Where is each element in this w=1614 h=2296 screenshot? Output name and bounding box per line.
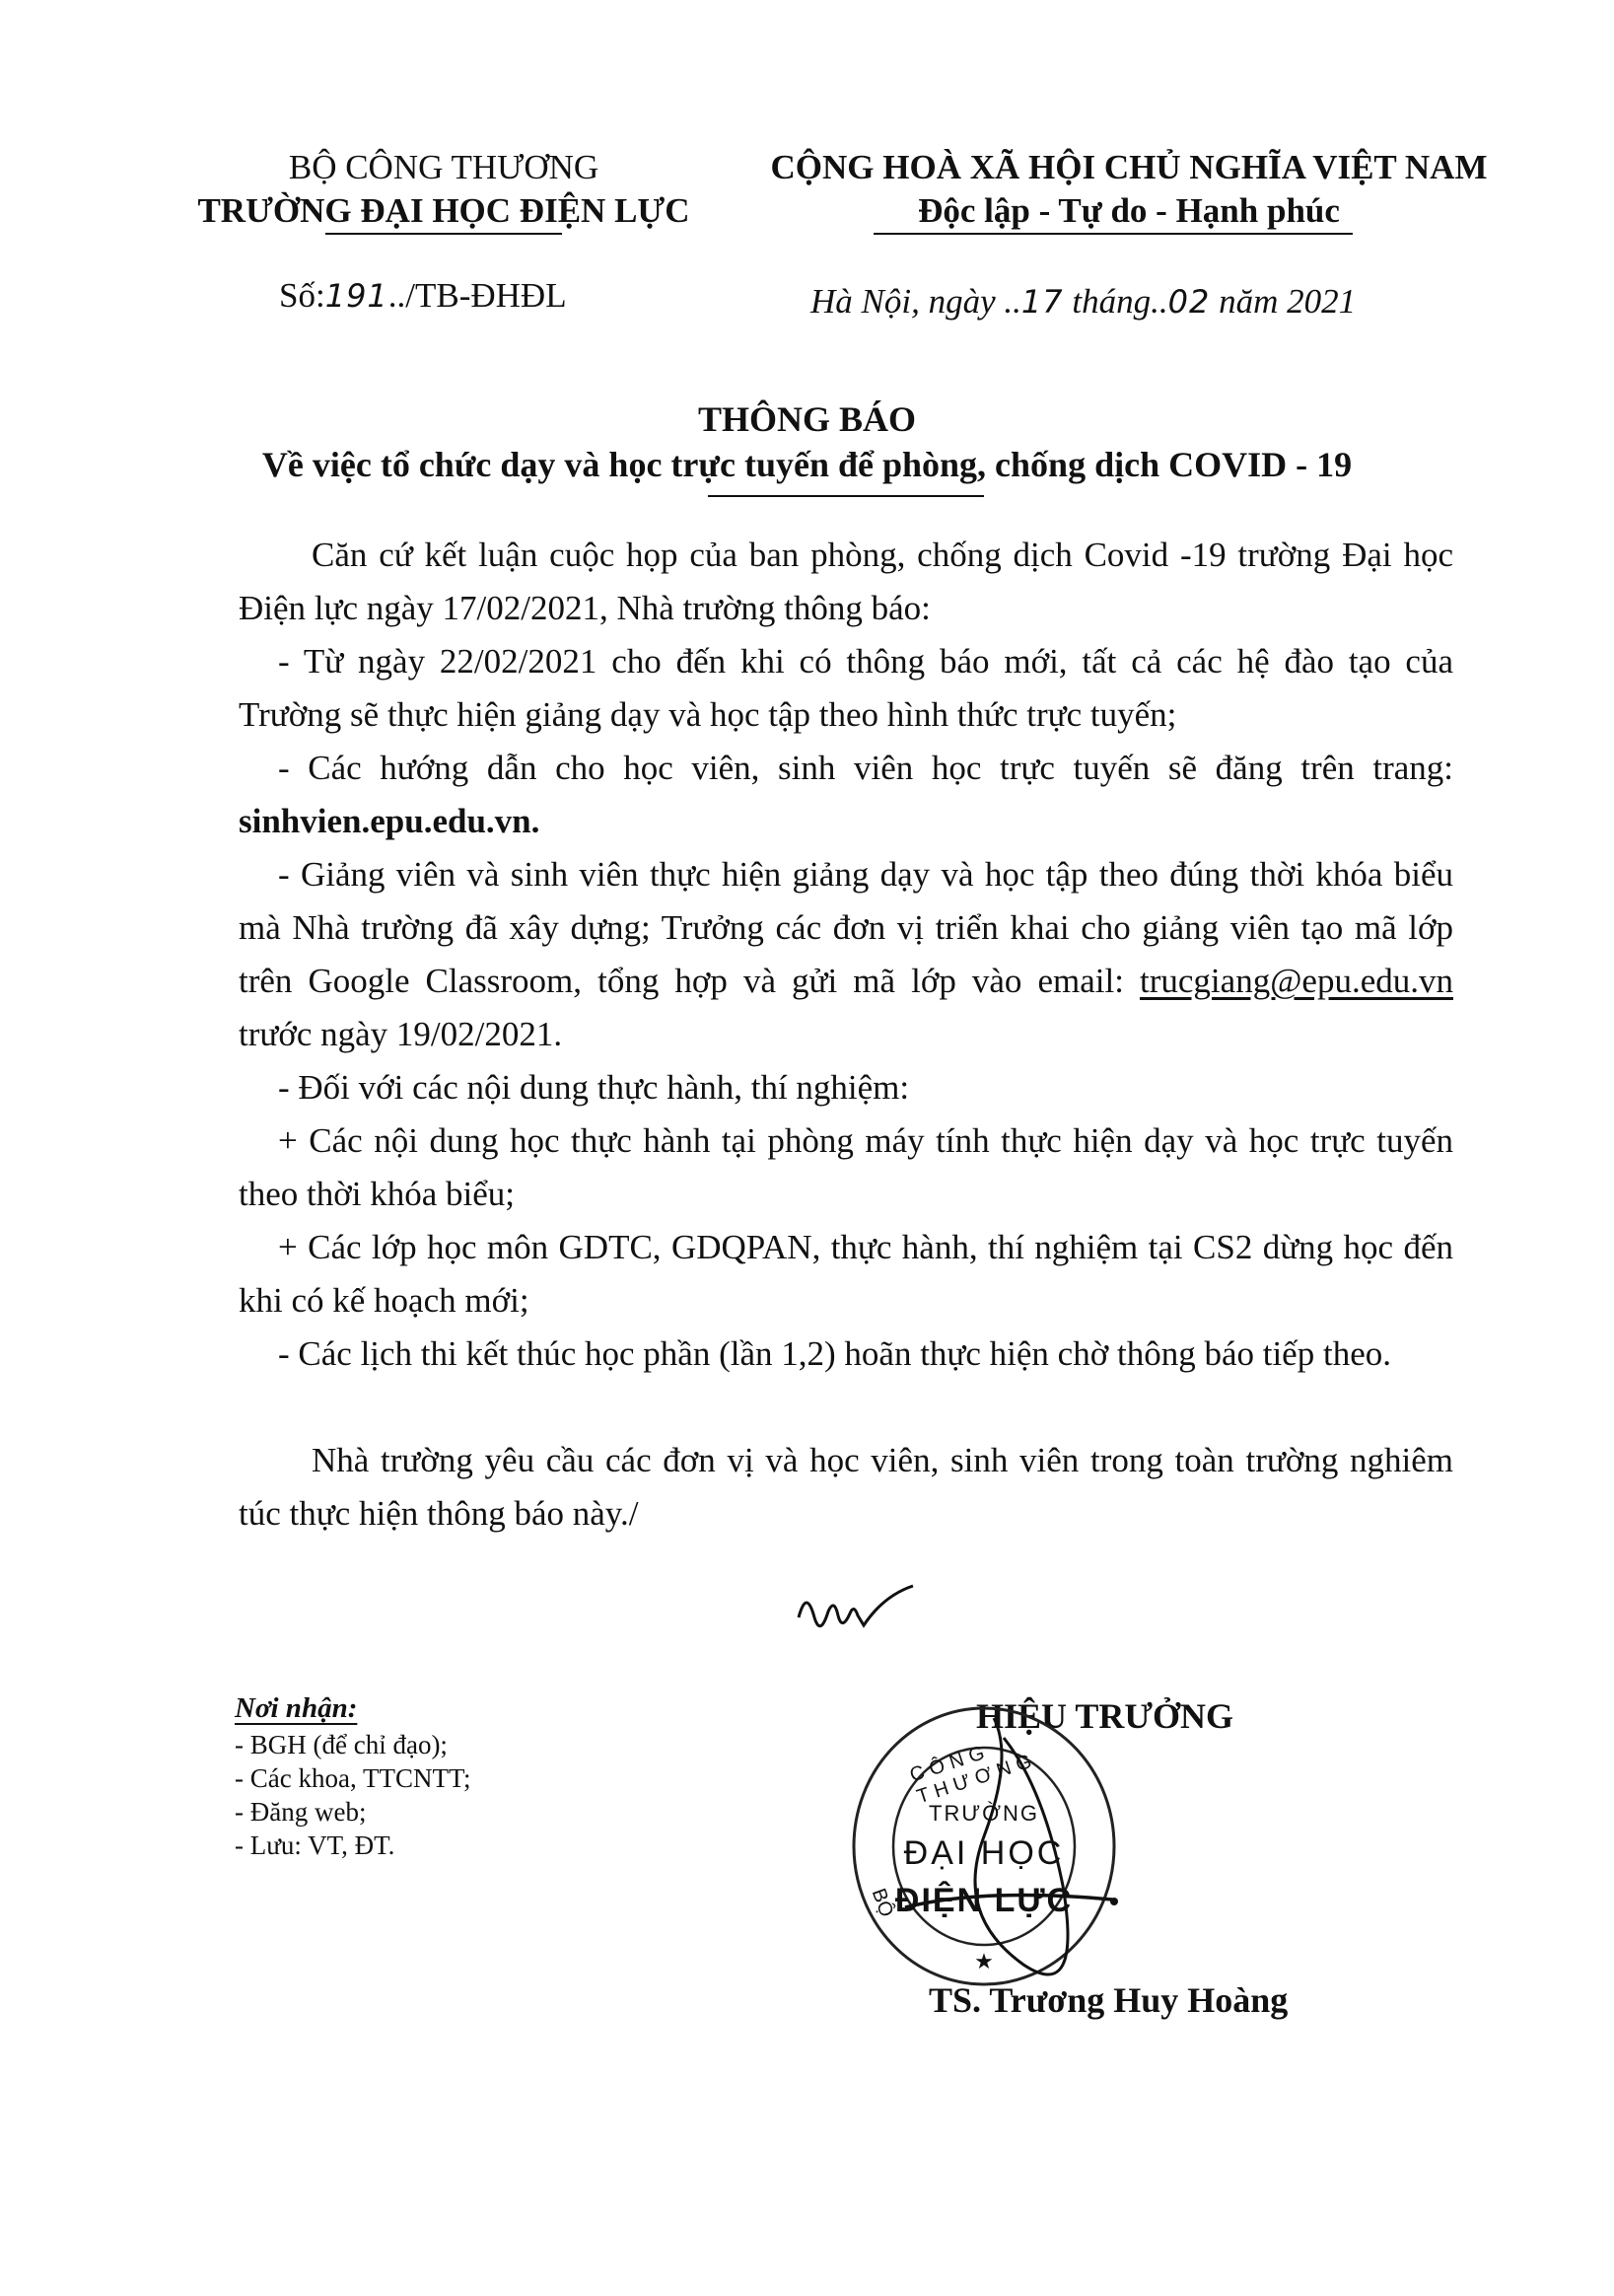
issue-date [810, 280, 1356, 323]
stamp-star-icon: ★ [974, 1949, 994, 1973]
doc-number-prefix: Số: [279, 276, 325, 315]
recipient-item: - Lưu: VT, ĐT. [235, 1830, 395, 1860]
stamp-line-2: ĐẠI HỌC [903, 1834, 1065, 1872]
notice-title: THÔNG BÁO [697, 399, 917, 439]
ministry-name: BỘ CÔNG THƯƠNG [288, 148, 599, 186]
email-link[interactable]: trucgiang@epu.edu.vn [1140, 962, 1453, 1000]
paragraph-guidance [239, 742, 1453, 848]
date-month-handwritten: 02 [1167, 283, 1211, 321]
stamp-ring-text: CÔNG THƯƠNG [907, 1740, 1040, 1809]
paragraph-practice: - Đối với các nội dung thực hành, thí nghiệm: [278, 1068, 910, 1107]
initials-scribble [789, 1578, 927, 1647]
title-block [0, 396, 1614, 487]
school-underline [325, 233, 562, 235]
date-month-label: tháng.. [1063, 282, 1168, 321]
country-name: CỘNG HOÀ XÃ HỘI CHỦ NGHĨA VIỆT NAM [770, 148, 1488, 186]
recipients-block [235, 1688, 747, 1862]
doc-number-suffix: ../TB-ĐHĐL [387, 276, 567, 315]
date-day-handwritten: 17 [1020, 283, 1064, 321]
signer-role: HIỆU TRƯỞNG [976, 1696, 1234, 1736]
paragraph-request: Nhà trường yêu cầu các đơn vị và học viên, sinh viên trong toàn trường nghiêm túc thực hiện thông báo này./ [239, 1441, 1453, 1533]
paragraph-timetable [239, 848, 1453, 1061]
notice-subtitle: Về việc tổ chức dạy và học trực tuyến để phòng, chống dịch COVID - 19 [261, 445, 1353, 484]
recipient-item: - Các khoa, TTCNTT; [235, 1763, 471, 1793]
header-right [749, 146, 1509, 233]
guidance-website: sinhvien.epu.edu.vn. [239, 802, 540, 840]
timetable-text: - Giảng viên và sinh viên thực hiện giảng dạy và học tập theo đúng thời khóa biểu mà Nhà trường đã xây dựng; Trưởng các đơn vị triển khai cho giảng viên tạo mã lớp trên Google Classroom, tổng hợp và gửi mã lớp vào email: [239, 855, 1453, 1000]
recipient-item: - Đăng web; [235, 1797, 367, 1827]
stamp-bottom-left: BỘ [867, 1885, 898, 1920]
paragraph-basis: Căn cứ kết luận cuộc họp của ban phòng, chống dịch Covid -19 trường Đại học Điện lực ngày 17/02/2021, Nhà trường thông báo: [239, 536, 1453, 627]
official-stamp [846, 1698, 1122, 1994]
school-name [168, 189, 720, 233]
stamp-line-1: TRƯỜNG [929, 1801, 1039, 1826]
recipients-heading: Nơi nhận: [235, 1692, 358, 1724]
stamp-line-3: ĐIỆN LỰC [894, 1882, 1074, 1919]
signer-name: TS. Trương Huy Hoàng [929, 1980, 1289, 2020]
subtitle-underline [708, 495, 984, 497]
motto-underline [874, 233, 1353, 235]
paragraph-suspended-classes: + Các lớp học môn GDTC, GDQPAN, thực hành, thí nghiệm tại CS2 dừng học đến khi có kế hoạch mới; [239, 1228, 1453, 1320]
timetable-deadline: trước ngày 19/02/2021. [239, 1015, 563, 1053]
motto: Độc lập - Tự do - Hạnh phúc [918, 191, 1340, 230]
header-left [168, 146, 720, 233]
date-prefix: Hà Nội, ngày .. [810, 282, 1021, 321]
guidance-text: - Các hướng dẫn cho học viên, sinh viên học trực tuyến sẽ đăng trên trang: [278, 749, 1453, 787]
paragraph-exams-postponed: - Các lịch thi kết thúc học phần (lần 1,2) hoãn thực hiện chờ thông báo tiếp theo. [278, 1334, 1391, 1373]
doc-number-handwritten: 191 [324, 277, 388, 315]
paragraph-online-from: - Từ ngày 22/02/2021 cho đến khi có thông báo mới, tất cả các hệ đào tạo của Trường sẽ thực hiện giảng dạy và học tập theo hình thức trực tuyến; [239, 642, 1453, 734]
date-year: năm 2021 [1210, 282, 1357, 321]
school-name-text: TRƯỜNG ĐẠI HỌC ĐIỆN LỰC [197, 191, 690, 230]
paragraph-computer-labs: + Các nội dung học thực hành tại phòng máy tính thực hiện dạy và học trực tuyến theo thời khóa biểu; [239, 1121, 1453, 1213]
doc-number [279, 274, 567, 318]
recipient-item: - BGH (để chỉ đạo); [235, 1730, 448, 1759]
